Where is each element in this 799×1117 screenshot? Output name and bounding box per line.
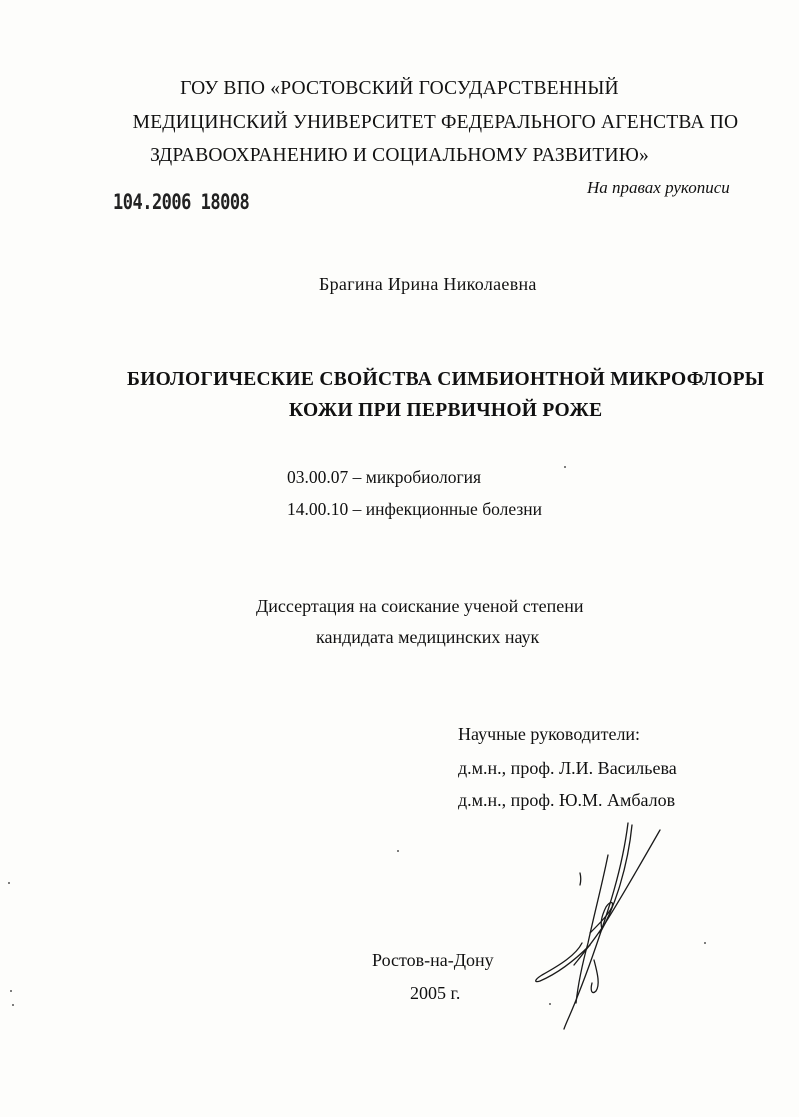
- scan-speck: [8, 882, 10, 884]
- scan-speck: [12, 1004, 14, 1006]
- specialty-code-1: 03.00.07 – микробиология: [287, 467, 482, 487]
- institution-line-2: МЕДИЦИНСКИЙ УНИВЕРСИТЕТ ФЕДЕРАЛЬНОГО АГЕНСТВА ПО: [132, 112, 739, 133]
- scan-speck: [397, 850, 399, 852]
- degree-line-1: Диссертация на соискание ученой степени: [256, 596, 584, 616]
- thesis-title-line-2: КОЖИ ПРИ ПЕРВИЧНОЙ РОЖЕ: [289, 400, 603, 421]
- city: Ростов-на-Дону: [372, 950, 494, 970]
- supervisor-1: д.м.н., проф. Л.И. Васильева: [458, 758, 677, 778]
- scan-speck: [549, 1003, 551, 1005]
- specialty-code-2: 14.00.10 – инфекционные болезни: [287, 499, 542, 519]
- scan-speck: [704, 942, 706, 944]
- supervisor-2: д.м.н., проф. Ю.М. Амбалов: [458, 790, 676, 810]
- thesis-title-line-1: БИОЛОГИЧЕСКИЕ СВОЙСТВА СИМБИОНТНОЙ МИКРОФЛОРЫ: [127, 369, 765, 390]
- degree-line-2: кандидата медицинских наук: [316, 627, 540, 647]
- handwritten-signature: [520, 815, 670, 1035]
- year: 2005 г.: [410, 983, 461, 1003]
- scan-speck: [10, 990, 12, 992]
- scan-speck: [564, 466, 566, 468]
- institution-line-1: ГОУ ВПО «РОСТОВСКИЙ ГОСУДАРСТВЕННЫЙ: [180, 78, 619, 99]
- library-stamp-number: 104.2006 18008: [113, 190, 250, 215]
- author-name: Брагина Ирина Николаевна: [319, 274, 537, 294]
- institution-line-3: ЗДРАВООХРАНЕНИЮ И СОЦИАЛЬНОМУ РАЗВИТИЮ»: [150, 145, 649, 166]
- rights-note: На правах рукописи: [587, 178, 730, 197]
- supervisors-heading: Научные руководители:: [458, 724, 641, 744]
